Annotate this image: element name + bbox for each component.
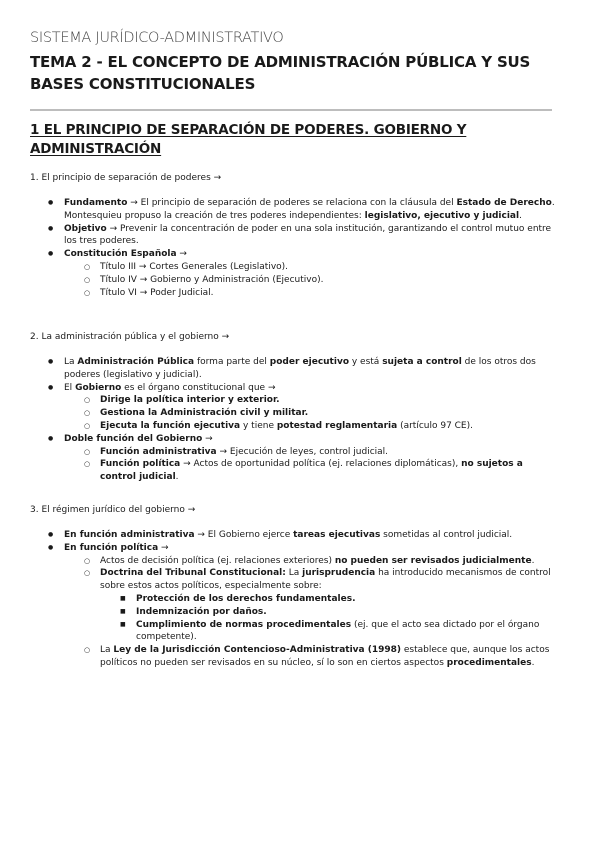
sublist-item: ○ Título VI → Poder Judicial. xyxy=(84,287,558,300)
term: Fundamento xyxy=(64,198,128,208)
constitucion-sublist xyxy=(84,261,558,299)
block3-label: 3. El régimen jurídico del gobierno → xyxy=(30,505,196,515)
list-item-objetivo xyxy=(48,223,558,249)
text: ha introducido mecanismos de control sobre estos actos políticos, especialmente sobre: xyxy=(100,568,551,592)
text: (artículo 97 CE). xyxy=(397,420,473,431)
term: no pueden ser revisados judicialmente xyxy=(334,555,532,566)
text: → xyxy=(176,249,187,260)
term: poder ejecutivo xyxy=(269,357,349,367)
doctrina-sublist xyxy=(120,593,558,644)
sublist-item xyxy=(84,555,558,568)
text: La xyxy=(100,645,114,656)
sublist-item xyxy=(84,446,558,459)
term: legislativo, ejecutivo y judicial xyxy=(364,210,520,221)
list-item-funcion-administrativa xyxy=(48,529,558,542)
text: → El principio de separación de poderes se relaciona con la cláusula del xyxy=(127,198,457,208)
list-item-gobierno xyxy=(48,382,558,433)
text: forma parte del xyxy=(194,357,270,367)
term: En función administrativa xyxy=(64,530,195,540)
text: . Montesquieu propuso la creación de tres poderes independientes: xyxy=(64,198,555,221)
term: Ley de la Jurisdicción Contencioso-Administrativa (1998) xyxy=(113,645,401,656)
doble-sublist xyxy=(84,446,558,484)
gobierno-sublist xyxy=(84,394,558,432)
list-item-administracion xyxy=(48,356,558,382)
text: es el órgano constitucional que → xyxy=(121,382,276,393)
block2-label: 2. La administración pública y el gobierno → xyxy=(30,332,230,342)
text: La xyxy=(285,568,303,579)
text: sometidas al control judicial. xyxy=(380,530,513,540)
term: Estado de Derecho xyxy=(456,198,552,208)
subsublist-item xyxy=(120,619,558,645)
list-item-doble-funcion xyxy=(48,433,558,484)
text: El xyxy=(64,382,76,393)
text: → El Gobierno ejerce xyxy=(194,530,294,540)
text: Actos de decisión política (ej. relaciones exteriores) xyxy=(100,555,335,566)
text: → Prevenir la concentración de poder en una sola institución, garantizando el control mutuo entre los tres poderes. xyxy=(64,223,552,247)
term: Función política xyxy=(100,459,181,470)
term: Objetivo xyxy=(64,223,107,234)
term: tareas ejecutivas xyxy=(293,530,381,540)
text: y está xyxy=(349,357,383,367)
politica-sublist xyxy=(84,555,558,670)
term: Cumplimiento de normas procedimentales xyxy=(136,619,352,630)
list-item-fundamento xyxy=(48,197,558,223)
term: Doctrina del Tribunal Constitucional: xyxy=(100,568,286,579)
text: → Ejecución de leyes, control judicial. xyxy=(216,446,389,457)
term: Dirige la política interior y exterior. xyxy=(100,395,280,406)
term: jurisprudencia xyxy=(302,568,376,579)
text: establece que, aunque los actos políticos no pueden ser revisados en su núcleo, sí lo son en ciertos aspectos xyxy=(100,645,550,668)
term: Ejecuta la función ejecutiva xyxy=(100,420,241,431)
term: no sujetos a control judicial xyxy=(100,459,523,483)
sublist-item xyxy=(84,407,558,420)
term: En función política xyxy=(64,542,159,553)
term: Función administrativa xyxy=(100,446,217,457)
subject-header: SISTEMA JURÍDICO-ADMINISTRATIVO xyxy=(30,30,284,46)
sublist-item: ○ Título IV → Gobierno y Administración (Ejecutivo). xyxy=(84,274,558,287)
subsublist-item xyxy=(120,606,558,619)
text: de los otros dos poderes (legislativo y judicial). xyxy=(64,357,536,380)
sublist-item xyxy=(84,644,558,670)
term: potestad reglamentaria xyxy=(276,420,398,431)
text: (ej. que el acto sea dictado por el órgano competente). xyxy=(136,619,540,643)
block1-label: 1. El principio de separación de poderes → xyxy=(30,173,222,183)
block2-list xyxy=(48,356,558,484)
title-divider xyxy=(30,109,552,111)
term: Administración Pública xyxy=(77,357,195,367)
page-title: TEMA 2 - EL CONCEPTO DE ADMINISTRACIÓN PÚBLICA Y SUS BASES CONSTITUCIONALES xyxy=(30,53,531,93)
text: . xyxy=(519,210,522,221)
subsublist-item xyxy=(120,593,558,606)
sublist-item xyxy=(84,567,558,644)
sublist-item: ○ Título III → Cortes Generales (Legislativo). xyxy=(84,261,558,274)
term: Indemnización por daños. xyxy=(136,606,267,617)
list-item-funcion-politica xyxy=(48,542,558,670)
sublist-item xyxy=(84,420,558,433)
section-heading: 1 EL PRINCIPIO DE SEPARACIÓN DE PODERES. GOBIERNO Y ADMINISTRACIÓN xyxy=(30,122,467,157)
text: → xyxy=(158,542,169,553)
text: . xyxy=(175,472,179,483)
block1-list xyxy=(48,197,558,299)
list-item-constitucion xyxy=(48,248,558,299)
term: sujeta a control xyxy=(382,357,462,367)
text: . xyxy=(531,657,535,668)
term: Protección de los derechos fundamentales. xyxy=(136,593,356,604)
term: Gobierno xyxy=(75,382,122,393)
block3-list xyxy=(48,529,558,670)
term: procedimentales xyxy=(446,657,532,668)
text: La xyxy=(64,357,78,367)
term: Constitución Española xyxy=(64,249,177,260)
term: Gestiona la Administración civil y militar. xyxy=(100,408,309,419)
sublist-item xyxy=(84,394,558,407)
term: Doble función del Gobierno xyxy=(64,433,203,444)
text: . xyxy=(531,555,535,566)
sublist-item xyxy=(84,458,558,484)
text: y tiene xyxy=(240,420,277,431)
text: → xyxy=(202,433,213,444)
text: → Actos de oportunidad política (ej. relaciones diplomáticas), xyxy=(180,459,462,470)
